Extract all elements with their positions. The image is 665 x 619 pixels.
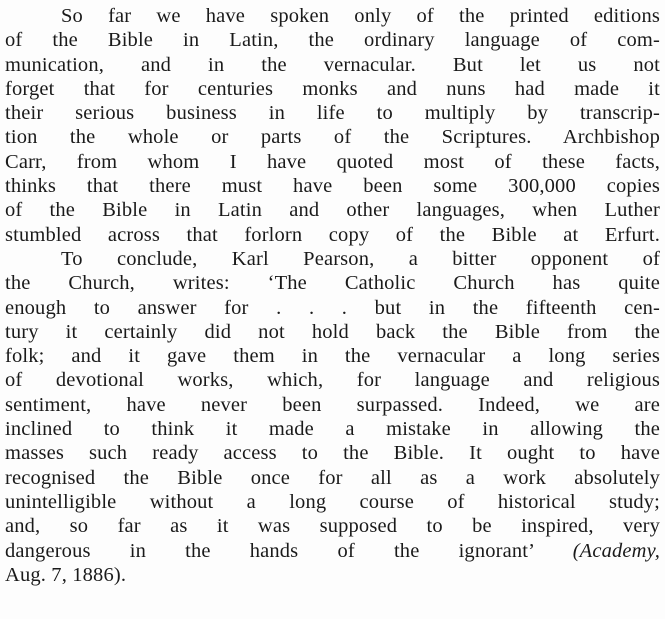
text-line: thinks that there must have been some 300,000 copies xyxy=(5,175,660,198)
citation-date-line: Aug. 7, 1886). xyxy=(5,563,127,586)
document-text xyxy=(5,4,660,587)
text-line: the Church, writes: ‘The Catholic Church has quite xyxy=(5,272,660,295)
citation-source: (Academy, xyxy=(572,539,660,562)
text-line: of the Bible in Latin, the ordinary language of com- xyxy=(5,29,660,52)
text-line: of the Bible in Latin and other languages, when Luther xyxy=(5,199,660,222)
text-line: enough to answer for . . . but in the fifteenth cen- xyxy=(5,296,660,319)
text-line: their serious business in life to multiply by transcrip- xyxy=(5,102,660,125)
text-line: So far we have spoken only of the printed editions xyxy=(61,5,660,27)
text-line: recognised the Bible once for all as a work absolutely xyxy=(5,466,660,489)
text-line: Carr, from whom I have quoted most of these facts, xyxy=(5,150,660,173)
text-line: sentiment, have never been surpassed. Indeed, we are xyxy=(5,393,660,416)
text-line: unintelligible without a long course of historical study; xyxy=(5,490,660,513)
text-line-with-citation xyxy=(5,539,660,563)
text-line: stumbled across that forlorn copy of the Bible at Erfurt. xyxy=(5,223,660,246)
text-line: masses such ready access to the Bible. It ought to have xyxy=(5,442,660,465)
text-line: To conclude, Karl Pearson, a bitter opponent of xyxy=(61,247,660,270)
paragraph-1 xyxy=(5,4,660,247)
text-line: folk; and it gave them in the vernacular a long series xyxy=(5,345,660,368)
quote-end-text: dangerous in the hands of the ignorant’ xyxy=(5,539,534,562)
text-line: tion the whole or parts of the Scriptures. Archbishop xyxy=(5,126,660,149)
text-line: of devotional works, which, for language and religious xyxy=(5,369,660,392)
text-line: munication, and in the vernacular. But let us not xyxy=(5,53,660,76)
text-line: inclined to think it made a mistake in allowing the xyxy=(5,418,660,441)
paragraph-2 xyxy=(5,247,660,587)
text-line: and, so far as it was supposed to be inspired, very xyxy=(5,515,660,538)
text-line: forget that for centuries monks and nuns had made it xyxy=(5,77,660,100)
text-line: tury it certainly did not hold back the Bible from the xyxy=(5,320,660,343)
